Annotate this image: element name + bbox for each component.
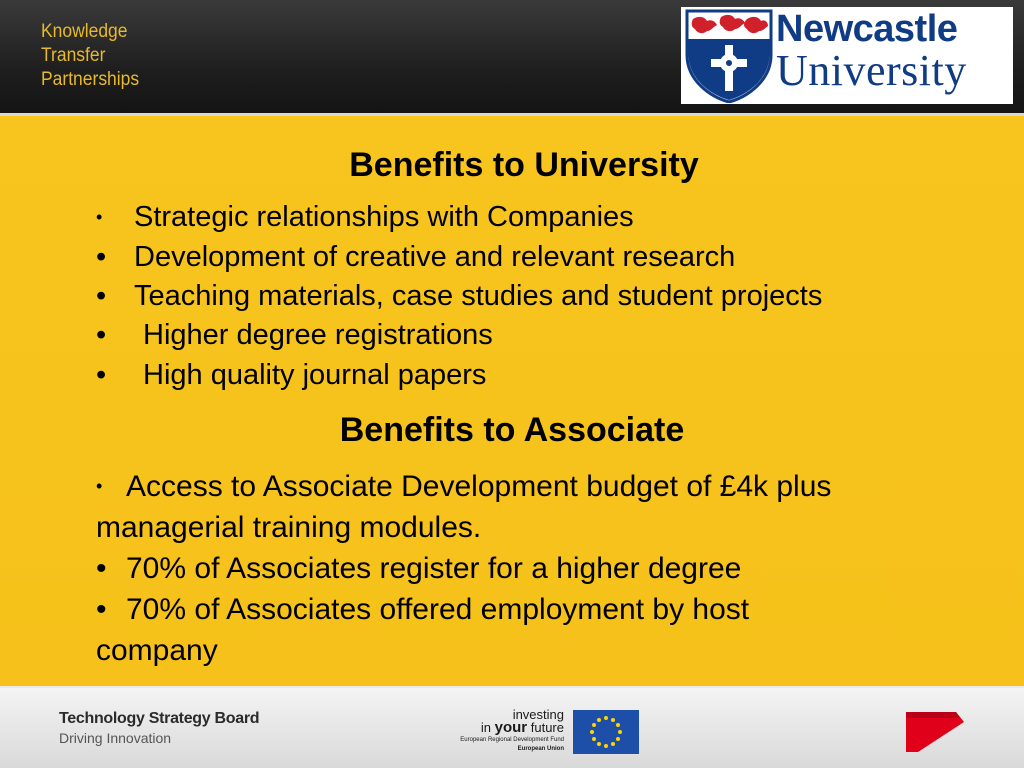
ktp-logo-line: Transfer xyxy=(41,45,106,66)
eu-investing-logo xyxy=(452,708,564,753)
bullet: • xyxy=(96,241,107,273)
bullet: • xyxy=(96,319,107,351)
list-item-text: Access to Associate Development budget of £4k plus managerial training modules. xyxy=(96,470,832,544)
eu-union-text: European Union xyxy=(517,746,564,752)
eu-future-suffix: future xyxy=(527,720,564,735)
ktp-logo xyxy=(41,20,139,92)
technology-strategy-board-logo xyxy=(59,710,259,746)
list-item-text: Strategic relationships with Companies xyxy=(134,201,634,233)
university-name-line2: University xyxy=(776,46,967,95)
university-shield-icon xyxy=(685,9,773,103)
bullet: • xyxy=(96,359,107,391)
eu-future-text xyxy=(452,721,564,734)
slide-header xyxy=(0,0,1024,113)
university-wordmark xyxy=(776,9,967,93)
list-item xyxy=(96,279,822,313)
newcastle-university-logo xyxy=(681,7,1013,104)
eu-flag-icon xyxy=(573,710,639,754)
university-name-line1: Newcastle xyxy=(776,8,958,50)
eu-future-prefix: in xyxy=(480,720,495,735)
bullet: • xyxy=(96,207,103,227)
list-item xyxy=(96,589,876,671)
list-item-text: 70% of Associates offered employment by host company xyxy=(96,593,750,667)
list-item xyxy=(96,240,735,274)
heading-benefits-associate: Benefits to Associate xyxy=(339,411,685,449)
list-item xyxy=(96,466,956,548)
list-item xyxy=(96,200,634,234)
list-item-text: Higher degree registrations xyxy=(143,319,493,351)
solutions-for-business-logo xyxy=(904,710,966,754)
bullet: • xyxy=(96,476,103,496)
list-item xyxy=(96,548,956,589)
eu-future-bold: your xyxy=(494,719,528,736)
slide-footer xyxy=(0,688,1024,768)
eu-fund-text: European Regional Development Fund xyxy=(460,737,564,743)
list-item-text: High quality journal papers xyxy=(143,359,487,391)
ktp-logo-line: Knowledge xyxy=(41,21,128,42)
list-item-text: Development of creative and relevant research xyxy=(134,241,736,273)
bullet: • xyxy=(96,552,107,585)
list-item-text: Teaching materials, case studies and student projects xyxy=(134,280,823,312)
heading-benefits-university: Benefits to University xyxy=(349,146,699,184)
bullet: • xyxy=(96,280,107,312)
tsb-tagline: Driving Innovation xyxy=(59,730,172,746)
list-item xyxy=(96,358,486,392)
list-item-text: 70% of Associates register for a higher degree xyxy=(126,552,742,585)
ktp-logo-line: Partnerships xyxy=(41,69,140,90)
eu-investing-text: investing xyxy=(512,707,564,722)
list-item xyxy=(96,318,493,352)
slide-body xyxy=(0,116,1024,686)
bullet: • xyxy=(96,593,107,626)
tsb-name: Technology Strategy Board xyxy=(59,710,260,727)
